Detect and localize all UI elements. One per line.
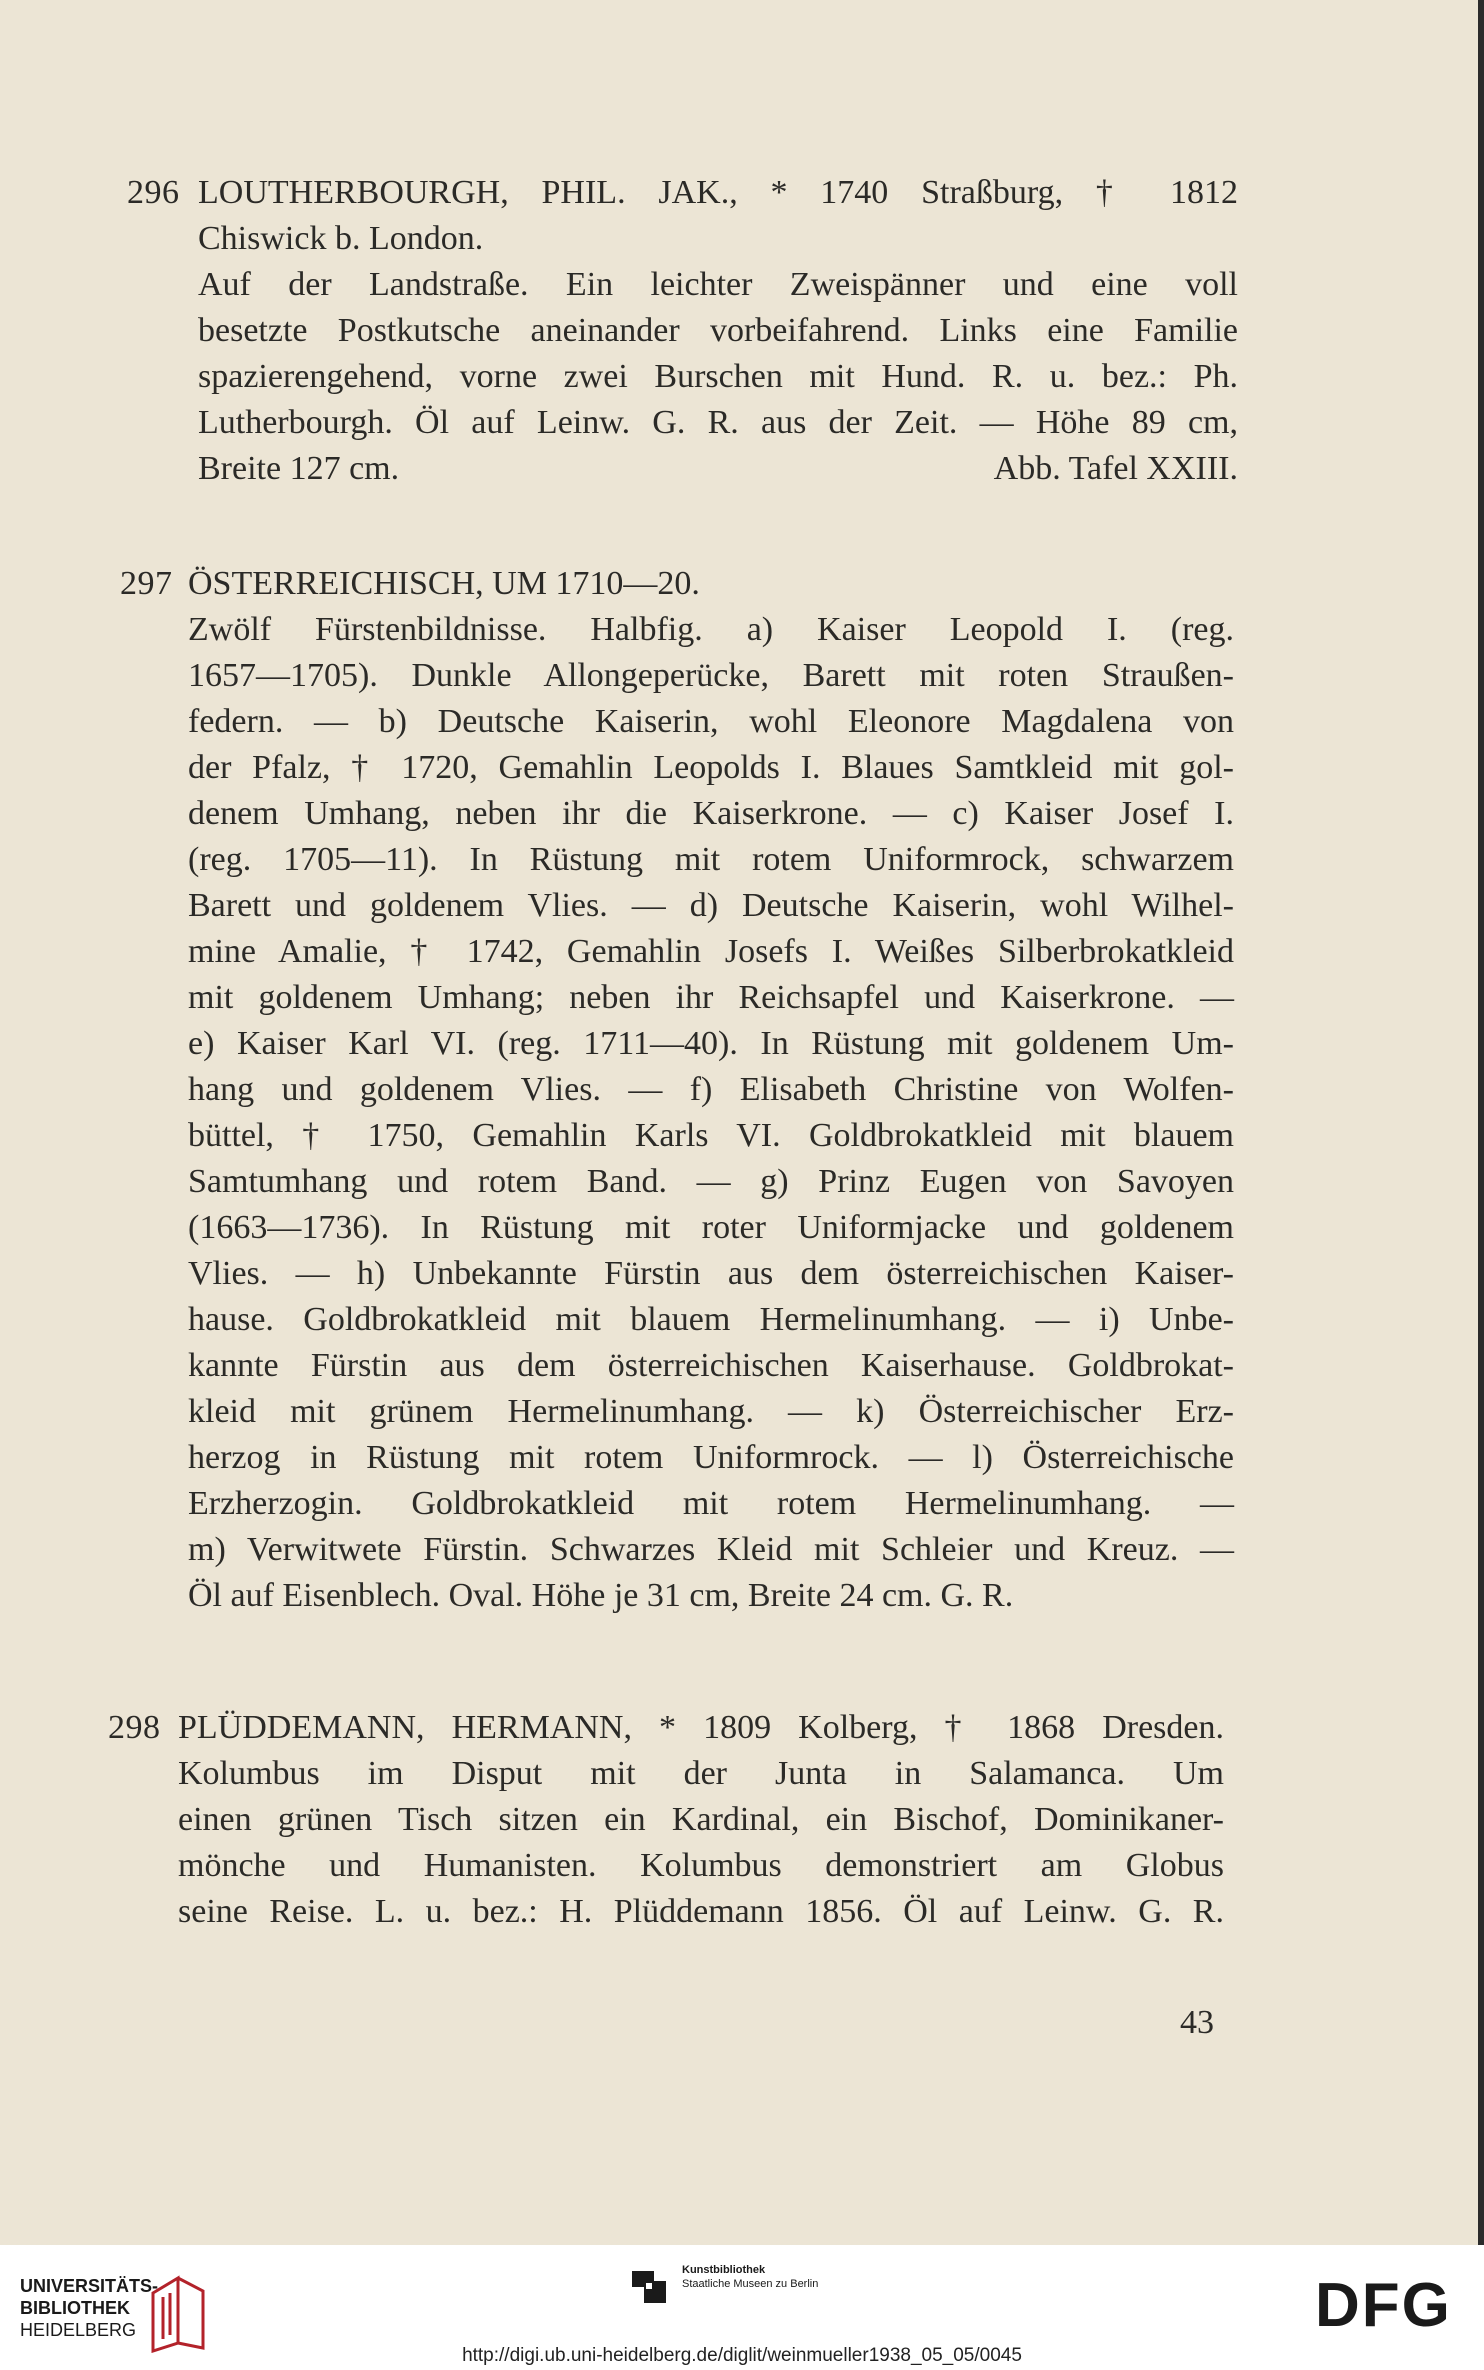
entry-line: Vlies. — h) Unbekannte Fürstin aus dem österreichischen Kaiser- xyxy=(188,1255,1234,1292)
entry-line: federn. — b) Deutsche Kaiserin, wohl Eleonore Magdalena von xyxy=(188,703,1234,740)
entry-line: der Pfalz, † 1720, Gemahlin Leopolds I. Blaues Samtkleid mit gol- xyxy=(188,749,1234,786)
entry-number: 296 xyxy=(127,174,180,211)
entry-line: PLÜDDEMANN, HERMANN, * 1809 Kolberg, † 1868 Dresden. xyxy=(178,1709,1224,1746)
entry-line xyxy=(198,446,1238,492)
entry-line: e) Kaiser Karl VI. (reg. 1711—40). In Rüstung mit goldenem Um- xyxy=(188,1025,1234,1062)
entry-line: (1663—1736). In Rüstung mit roter Uniformjacke und goldenem xyxy=(188,1209,1234,1246)
entry-line: Öl auf Eisenblech. Oval. Höhe je 31 cm, Breite 24 cm. G. R. xyxy=(188,1577,1014,1614)
plate-reference: Abb. Tafel XXIII. xyxy=(993,450,1238,487)
entry-line: Erzherzogin. Goldbrokatkleid mit rotem Hermelinumhang. — xyxy=(188,1485,1234,1522)
entry-line: 1657—1705). Dunkle Allongeperücke, Barett mit roten Straußen- xyxy=(188,657,1234,694)
page-number: 43 xyxy=(1180,2004,1214,2041)
entry-line: Chiswick b. London. xyxy=(198,220,484,257)
entry-line: einen grünen Tisch sitzen ein Kardinal, ein Bischof, Dominikaner- xyxy=(178,1801,1224,1838)
entry-line: Zwölf Fürstenbildnisse. Halbfig. a) Kaiser Leopold I. (reg. xyxy=(188,611,1234,648)
entry-line: Auf der Landstraße. Ein leichter Zweispänner und eine voll xyxy=(198,266,1238,303)
entry-line: kleid mit grünem Hermelinumhang. — k) Österreichischer Erz- xyxy=(188,1393,1234,1430)
ub-line-1: UNIVERSITÄTS- xyxy=(20,2276,159,2296)
kunstbibliothek-wordmark[interactable] xyxy=(682,2263,818,2291)
entry-line: mine Amalie, † 1742, Gemahlin Josefs I. Weißes Silberbrokatkleid xyxy=(188,933,1234,970)
ub-heidelberg-logo-icon xyxy=(148,2273,208,2353)
ub-line-3: HEIDELBERG xyxy=(20,2320,137,2340)
entry-number: 297 xyxy=(120,565,173,602)
entry-line: Lutherbourgh. Öl auf Leinw. G. R. aus der Zeit. — Höhe 89 cm, xyxy=(198,404,1238,441)
entry-line: mönche und Humanisten. Kolumbus demonstriert am Globus xyxy=(178,1847,1224,1884)
entry-line: LOUTHERBOURGH, PHIL. JAK., * 1740 Straßburg, † 1812 xyxy=(198,174,1238,211)
entry-line: kannte Fürstin aus dem österreichischen Kaiserhause. Goldbrokat- xyxy=(188,1347,1234,1384)
permalink-url[interactable]: http://digi.ub.uni-heidelberg.de/diglit/weinmueller1938_05_05/0045 xyxy=(462,2345,1022,2366)
entry-line: Barett und goldenem Vlies. — d) Deutsche Kaiserin, wohl Wilhel- xyxy=(188,887,1234,924)
ub-heidelberg-wordmark[interactable] xyxy=(20,2275,158,2341)
entry-line: hause. Goldbrokatkleid mit blauem Hermelinumhang. — i) Unbe- xyxy=(188,1301,1234,1338)
page-edge xyxy=(1478,0,1484,2245)
entry-line: Samtumhang und rotem Band. — g) Prinz Eugen von Savoyen xyxy=(188,1163,1234,1200)
kunstbibliothek-logo-icon xyxy=(630,2267,670,2307)
entry-line: mit goldenem Umhang; neben ihr Reichsapfel und Kaiserkrone. — xyxy=(188,979,1234,1016)
entry-text xyxy=(198,170,1238,492)
dfg-logo[interactable]: DFG xyxy=(1315,2271,1452,2340)
kb-line-2: Staatliche Museen zu Berlin xyxy=(682,2278,819,2290)
entry-line: herzog in Rüstung mit rotem Uniformrock. — l) Österreichische xyxy=(188,1439,1234,1476)
entry-line: m) Verwitwete Fürstin. Schwarzes Kleid mit Schleier und Kreuz. — xyxy=(188,1531,1234,1568)
entry-line: (reg. 1705—11). In Rüstung mit rotem Uniformrock, schwarzem xyxy=(188,841,1234,878)
ub-line-2: BIBLIOTHEK xyxy=(20,2298,130,2318)
entry-line-left: Breite 127 cm. xyxy=(198,450,400,487)
entry-line: seine Reise. L. u. bez.: H. Plüddemann 1856. Öl auf Leinw. G. R. xyxy=(178,1893,1224,1930)
entry-text xyxy=(188,561,1234,1619)
footer-bar xyxy=(0,2245,1484,2370)
entry-line: spazierengehend, vorne zwei Burschen mit Hund. R. u. bez.: Ph. xyxy=(198,358,1238,395)
entry-line: büttel, † 1750, Gemahlin Karls VI. Goldbrokatkleid mit blauem xyxy=(188,1117,1234,1154)
entry-text xyxy=(178,1705,1224,1935)
entry-line: besetzte Postkutsche aneinander vorbeifahrend. Links eine Familie xyxy=(198,312,1238,349)
entry-line: ÖSTERREICHISCH, UM 1710—20. xyxy=(188,565,700,602)
entry-line: Kolumbus im Disput mit der Junta in Salamanca. Um xyxy=(178,1755,1224,1792)
kb-line-1: Kunstbibliothek xyxy=(682,2264,766,2276)
entry-number: 298 xyxy=(108,1709,161,1746)
entry-line: denem Umhang, neben ihr die Kaiserkrone. — c) Kaiser Josef I. xyxy=(188,795,1234,832)
entry-line: hang und goldenem Vlies. — f) Elisabeth Christine von Wolfen- xyxy=(188,1071,1234,1108)
